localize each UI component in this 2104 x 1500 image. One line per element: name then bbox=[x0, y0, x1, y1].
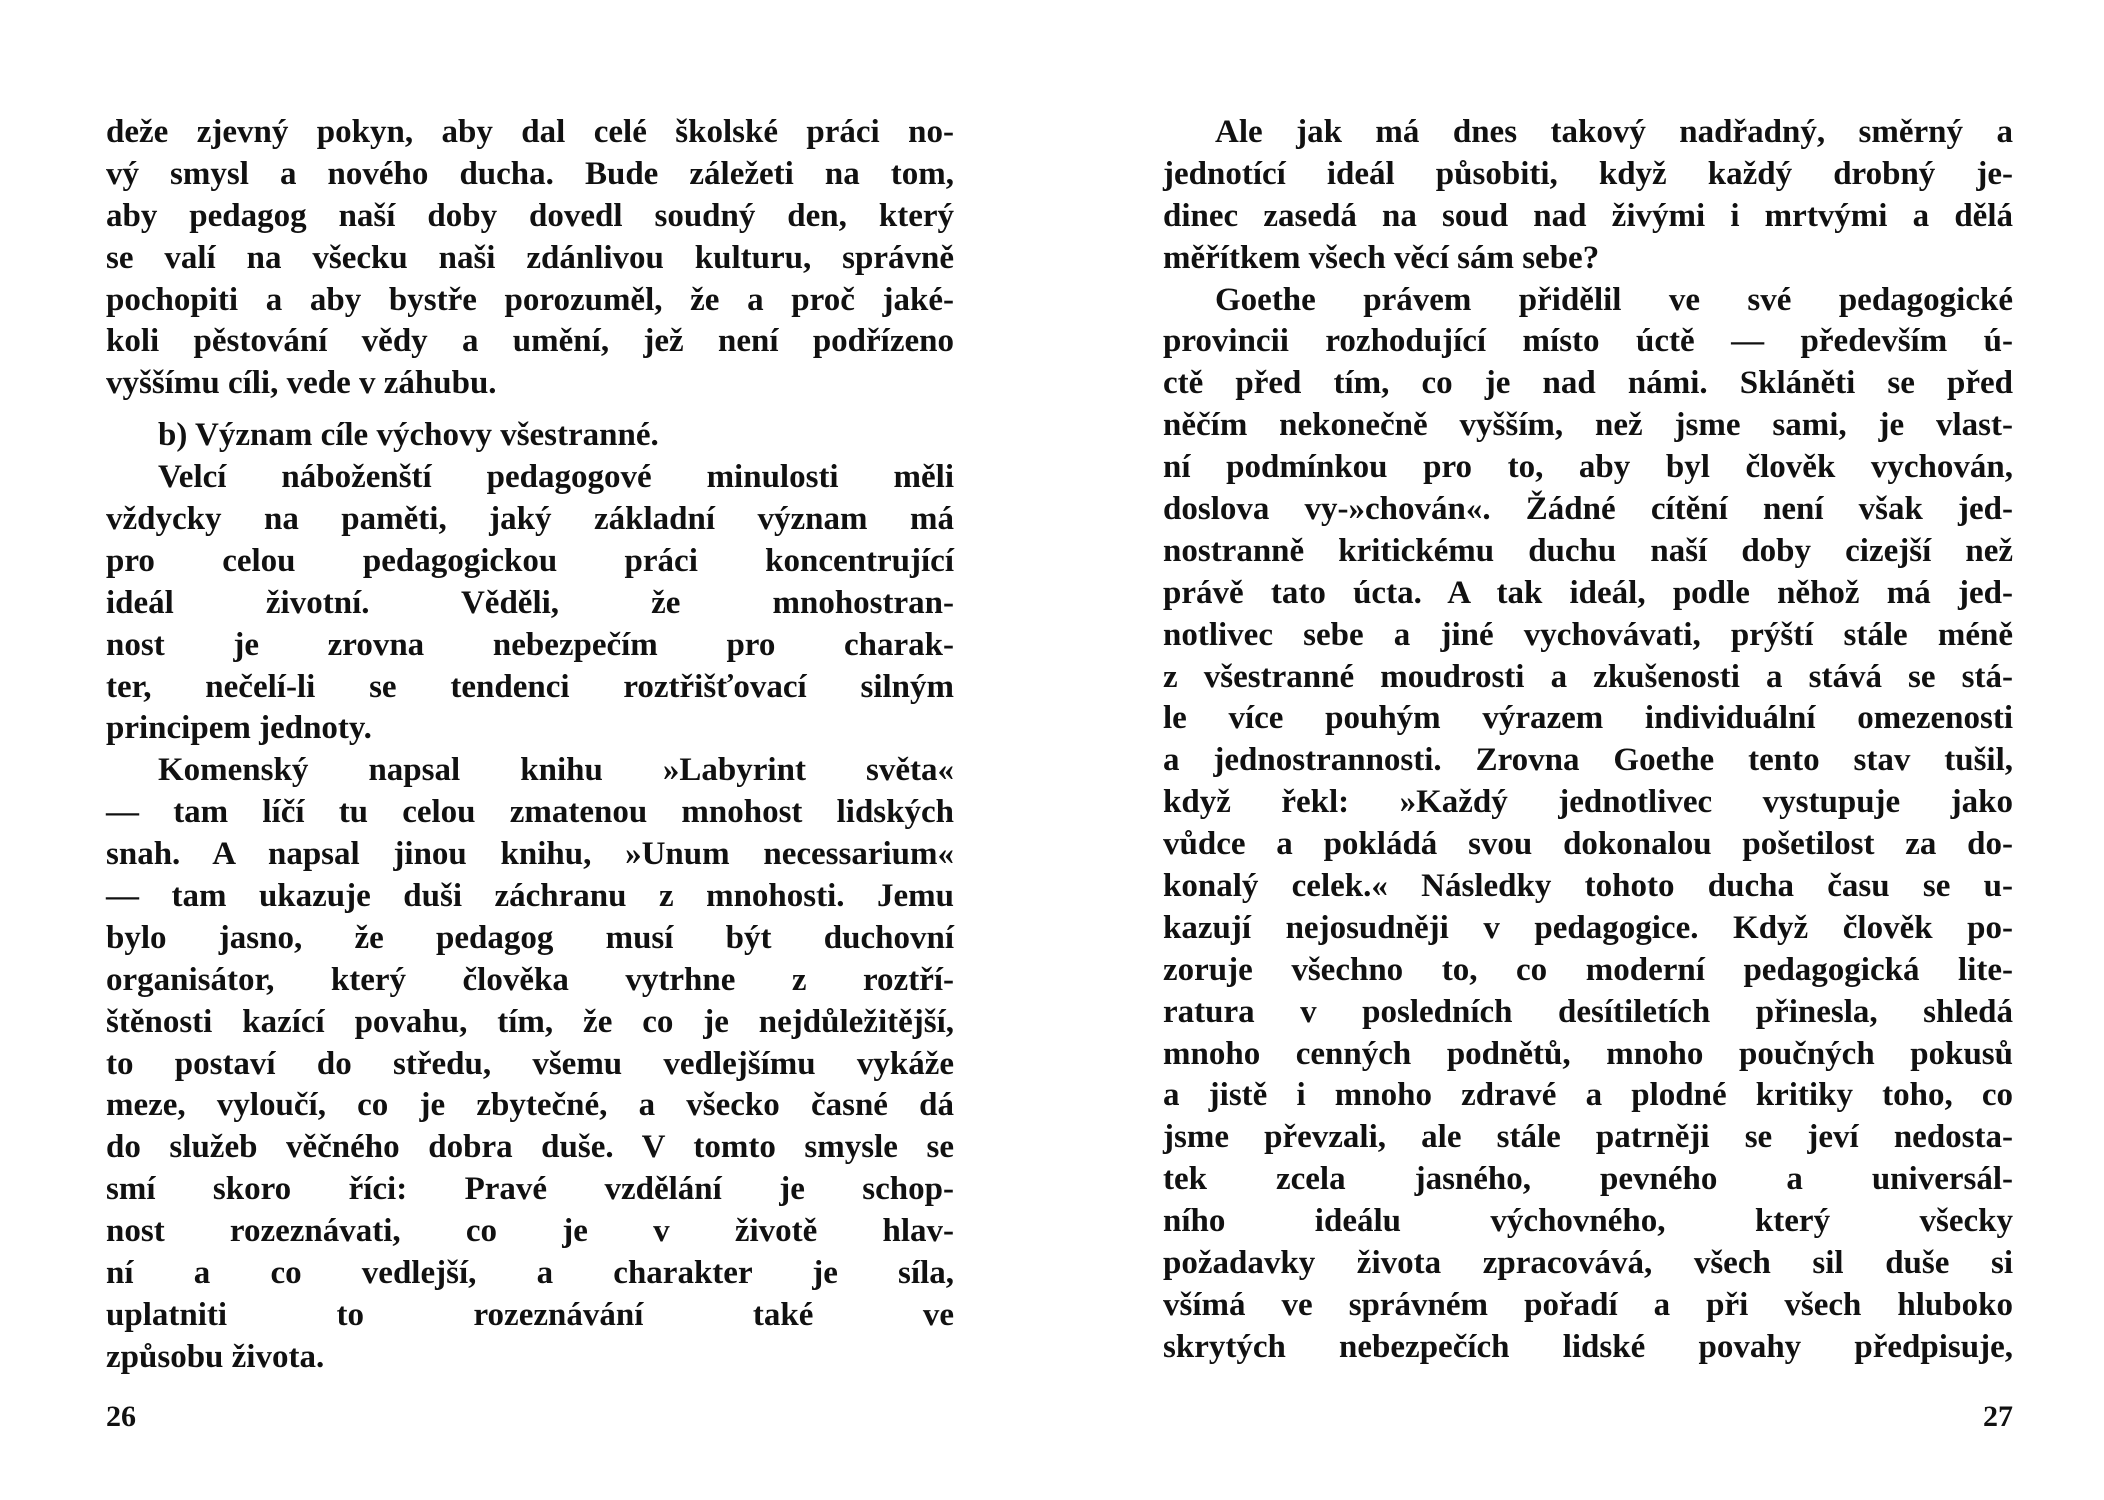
text-line: — tam ukazuje duši záchranu z mnohosti. Jemu bbox=[106, 878, 954, 915]
text-line: organisátor, který člověka vytrhne z roztří- bbox=[106, 961, 954, 998]
text-line: vždycky na paměti, jaký základní význam má bbox=[106, 501, 954, 538]
left-page-text bbox=[106, 112, 954, 1379]
text-line: nostranně kritickému duchu naší doby cizejší než bbox=[1163, 532, 2013, 569]
text-line: a jistě i mnoho zdravé a plodné kritiky toho, co bbox=[1163, 1077, 2013, 1114]
text-line: le více pouhým výrazem individuální omezenosti bbox=[1163, 700, 2013, 737]
right-page bbox=[1052, 0, 2104, 1500]
text-line: ratura v posledních desítiletích přinesla, shledá bbox=[1163, 993, 2013, 1030]
text-line: meze, vyloučí, co je zbytečné, a všecko časné dá bbox=[106, 1087, 954, 1124]
text-line: právě tato úcta. A tak ideál, podle něhož má jed- bbox=[1163, 574, 2013, 611]
text-line: mnoho cenných podnětů, mnoho poučných pokusů bbox=[1163, 1035, 2013, 1072]
text-line: ctě před tím, co je nad námi. Skláněti se před bbox=[1163, 365, 2013, 402]
text-line: Komenský napsal knihu »Labyrint světa« bbox=[158, 752, 954, 789]
text-line: do služeb věčného dobra duše. V tomto smysle se bbox=[106, 1129, 954, 1166]
text-line: štěnosti kazící povahu, tím, že co je nejdůležitější, bbox=[106, 1003, 954, 1040]
text-line: aby pedagog naší doby dovedl soudný den, který bbox=[106, 197, 954, 234]
text-line: ního ideálu výchovného, který všecky bbox=[1163, 1203, 2013, 1240]
text-line: pro celou pedagogickou práci koncentrující bbox=[106, 542, 954, 579]
text-line: zoruje všechno to, co moderní pedagogická lite- bbox=[1163, 951, 2013, 988]
text-line: to postaví do středu, všemu vedlejšímu vykáže bbox=[106, 1045, 954, 1082]
text-line: vý smysl a nového ducha. Bude záležeti na tom, bbox=[106, 155, 954, 192]
text-line: principem jednoty. bbox=[106, 710, 372, 747]
section-heading: b) Význam cíle výchovy všestranné. bbox=[158, 417, 659, 454]
text-line: Velcí náboženští pedagogové minulosti měli bbox=[158, 459, 954, 496]
text-line: uplatniti to rozeznávání také ve bbox=[106, 1296, 954, 1333]
text-line: ideál životní. Věděli, že mnohostran- bbox=[106, 584, 954, 621]
page-number: 27 bbox=[1983, 1400, 2013, 1433]
text-line: jsme převzali, ale stále patrněji se jeví nedosta- bbox=[1163, 1119, 2013, 1156]
text-line: nost rozeznávati, co je v životě hlav- bbox=[106, 1213, 954, 1250]
page-number: 26 bbox=[106, 1400, 136, 1433]
text-line: nost je zrovna nebezpečím pro charak- bbox=[106, 626, 954, 663]
text-line: se valí na všecku naši zdánlivou kulturu, správně bbox=[106, 239, 954, 276]
text-line: ní a co vedlejší, a charakter je síla, bbox=[106, 1255, 954, 1292]
right-page-text bbox=[1163, 112, 2013, 1369]
text-line: a jednostrannosti. Zrovna Goethe tento stav tušil, bbox=[1163, 742, 2013, 779]
text-line: dinec zasedá na soud nad živými i mrtvými a dělá bbox=[1163, 197, 2013, 234]
text-line: bylo jasno, že pedagog musí být duchovní bbox=[106, 919, 954, 956]
text-line: snah. A napsal jinou knihu, »Unum necessarium« bbox=[106, 836, 954, 873]
text-line: smí skoro říci: Pravé vzdělání je schop- bbox=[106, 1171, 954, 1208]
text-line: ter, nečelí-li se tendenci roztřišťovací silným bbox=[106, 668, 954, 705]
text-line: Ale jak má dnes takový nadřadný, směrný a bbox=[1215, 114, 2013, 150]
text-line: tek zcela jasného, pevného a universál- bbox=[1163, 1161, 2013, 1198]
text-line: doslova vy-»chován«. Žádné cítění není však jed- bbox=[1163, 491, 2013, 528]
text-line: pochopiti a aby bystře porozuměl, že a proč jaké- bbox=[106, 281, 954, 318]
text-line: ní podmínkou pro to, aby byl člověk vychován, bbox=[1163, 449, 2013, 486]
text-line: něčím nekonečně vyšším, než jsme sami, je vlast- bbox=[1163, 407, 2013, 444]
text-line: konalý celek.« Následky tohoto ducha času se u- bbox=[1163, 868, 2013, 905]
text-line: vyššímu cíli, vede v záhubu. bbox=[106, 365, 497, 402]
text-line: notlivec sebe a jiné vychovávati, prýští stále méně bbox=[1163, 616, 2013, 653]
text-line: vůdce a pokládá svou dokonalou pošetilost za do- bbox=[1163, 826, 2013, 863]
text-line: Goethe právem přidělil ve své pedagogické bbox=[1215, 281, 2013, 318]
text-line: všímá ve správném pořadí a při všech hluboko bbox=[1163, 1286, 2013, 1323]
text-line: měřítkem všech věcí sám sebe? bbox=[1163, 239, 1600, 276]
text-line: — tam líčí tu celou zmatenou mnohost lidských bbox=[106, 794, 954, 831]
text-line: jednotící ideál působiti, když každý drobný je- bbox=[1163, 155, 2013, 192]
text-line: skrytých nebezpečích lidské povahy předpisuje, bbox=[1163, 1328, 2013, 1365]
text-line: provincii rozhodující místo úctě — především ú- bbox=[1163, 323, 2013, 360]
text-line: deže zjevný pokyn, aby dal celé školské práci no- bbox=[106, 114, 954, 150]
text-line: způsobu života. bbox=[106, 1338, 325, 1375]
text-line: z všestranné moudrosti a zkušenosti a stává se stá- bbox=[1163, 658, 2013, 695]
text-line: koli pěstování vědy a umění, jež není podřízeno bbox=[106, 323, 954, 360]
text-line: požadavky života zpracovává, všech sil duše si bbox=[1163, 1245, 2013, 1282]
text-line: kazují nejosudněji v pedagogice. Když člověk po- bbox=[1163, 909, 2013, 946]
text-line: když řekl: »Každý jednotlivec vystupuje jako bbox=[1163, 784, 2013, 821]
